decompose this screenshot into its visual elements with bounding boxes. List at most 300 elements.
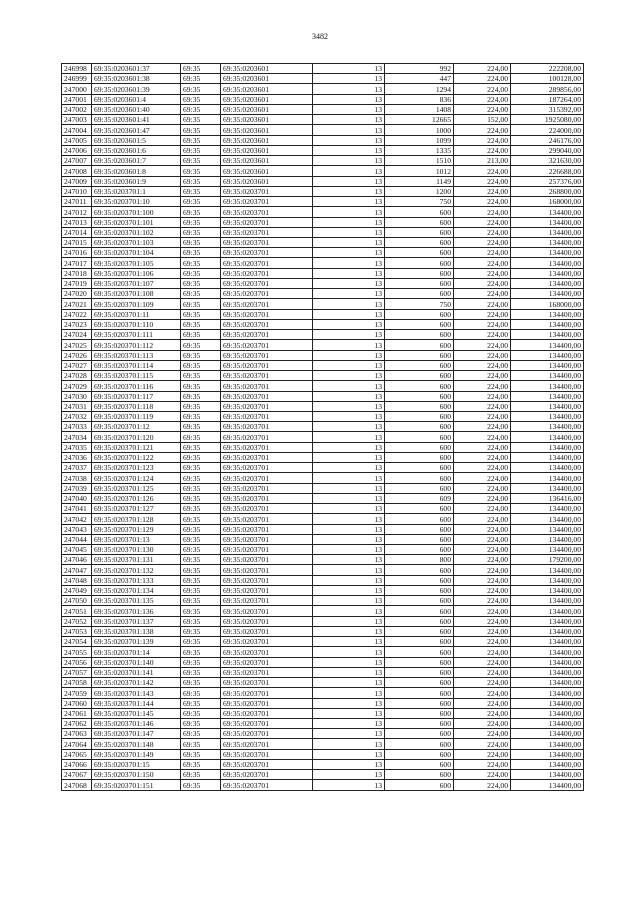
category-code-cell: 13: [313, 278, 385, 288]
cadastral-value-cell: 134400,00: [511, 217, 584, 227]
specific-value-cell: 224,00: [454, 483, 511, 493]
quarter-number-cell: 69:35:0203701: [221, 493, 313, 503]
quarter-number-cell: 69:35:0203701: [221, 667, 313, 677]
specific-value-cell: 224,00: [454, 237, 511, 247]
cadastral-number-cell: 69:35:0203701:132: [92, 565, 181, 575]
district-code-cell: 69:35: [181, 585, 221, 595]
row-id-cell: 247010: [62, 186, 92, 196]
specific-value-cell: 224,00: [454, 309, 511, 319]
cadastral-value-cell: 168000,00: [511, 299, 584, 309]
category-code-cell: 13: [313, 248, 385, 258]
cadastral-number-cell: 69:35:0203601:47: [92, 125, 181, 135]
district-code-cell: 69:35: [181, 739, 221, 749]
district-code-cell: 69:35: [181, 217, 221, 227]
table-row: [62, 278, 584, 288]
row-id-cell: 247032: [62, 411, 92, 421]
quarter-number-cell: 69:35:0203701: [221, 248, 313, 258]
district-code-cell: 69:35: [181, 156, 221, 166]
cadastral-value-table: [61, 63, 584, 791]
row-id-cell: 247008: [62, 166, 92, 176]
area-cell: 600: [385, 708, 454, 718]
area-cell: 600: [385, 678, 454, 688]
area-cell: 600: [385, 258, 454, 268]
category-code-cell: 13: [313, 606, 385, 616]
category-code-cell: 13: [313, 596, 385, 606]
table-row: [62, 237, 584, 247]
quarter-number-cell: 69:35:0203701: [221, 514, 313, 524]
specific-value-cell: 224,00: [454, 514, 511, 524]
area-cell: 600: [385, 606, 454, 616]
area-cell: 600: [385, 473, 454, 483]
cadastral-value-cell: 134400,00: [511, 780, 584, 790]
area-cell: 600: [385, 391, 454, 401]
cadastral-number-cell: 69:35:0203701:117: [92, 391, 181, 401]
cadastral-number-cell: 69:35:0203701:108: [92, 289, 181, 299]
cadastral-number-cell: 69:35:0203701:118: [92, 401, 181, 411]
specific-value-cell: 224,00: [454, 258, 511, 268]
row-id-cell: 247006: [62, 145, 92, 155]
area-cell: 600: [385, 340, 454, 350]
specific-value-cell: 224,00: [454, 463, 511, 473]
cadastral-value-cell: 134400,00: [511, 596, 584, 606]
table-row: [62, 381, 584, 391]
table-row: [62, 483, 584, 493]
category-code-cell: 13: [313, 94, 385, 104]
table-row: [62, 330, 584, 340]
area-cell: 600: [385, 534, 454, 544]
category-code-cell: 13: [313, 422, 385, 432]
quarter-number-cell: 69:35:0203701: [221, 371, 313, 381]
cadastral-value-cell: 134400,00: [511, 678, 584, 688]
row-id-cell: 247045: [62, 545, 92, 555]
cadastral-value-cell: 134400,00: [511, 371, 584, 381]
cadastral-number-cell: 69:35:0203701:116: [92, 381, 181, 391]
district-code-cell: 69:35: [181, 698, 221, 708]
row-id-cell: 247058: [62, 678, 92, 688]
cadastral-value-cell: 136416,00: [511, 493, 584, 503]
category-code-cell: 13: [313, 749, 385, 759]
table-row: [62, 176, 584, 186]
district-code-cell: 69:35: [181, 616, 221, 626]
table-row: [62, 248, 584, 258]
district-code-cell: 69:35: [181, 115, 221, 125]
area-cell: 600: [385, 626, 454, 636]
specific-value-cell: 224,00: [454, 780, 511, 790]
cadastral-value-cell: 134400,00: [511, 698, 584, 708]
specific-value-cell: 224,00: [454, 381, 511, 391]
area-cell: 600: [385, 401, 454, 411]
table-row: [62, 729, 584, 739]
table-row: [62, 596, 584, 606]
quarter-number-cell: 69:35:0203601: [221, 115, 313, 125]
district-code-cell: 69:35: [181, 708, 221, 718]
row-id-cell: 247029: [62, 381, 92, 391]
row-id-cell: 246999: [62, 74, 92, 84]
area-cell: 600: [385, 350, 454, 360]
row-id-cell: 247009: [62, 176, 92, 186]
specific-value-cell: 224,00: [454, 442, 511, 452]
cadastral-value-cell: 315392,00: [511, 104, 584, 114]
table-row: [62, 534, 584, 544]
area-cell: 600: [385, 667, 454, 677]
cadastral-value-cell: 134400,00: [511, 585, 584, 595]
specific-value-cell: 224,00: [454, 729, 511, 739]
district-code-cell: 69:35: [181, 258, 221, 268]
specific-value-cell: 213,00: [454, 156, 511, 166]
specific-value-cell: 224,00: [454, 585, 511, 595]
district-code-cell: 69:35: [181, 483, 221, 493]
cadastral-number-cell: 69:35:0203701:106: [92, 268, 181, 278]
table-row: [62, 504, 584, 514]
specific-value-cell: 224,00: [454, 340, 511, 350]
quarter-number-cell: 69:35:0203701: [221, 299, 313, 309]
cadastral-value-cell: 134400,00: [511, 289, 584, 299]
category-code-cell: 13: [313, 135, 385, 145]
district-code-cell: 69:35: [181, 289, 221, 299]
category-code-cell: 13: [313, 197, 385, 207]
row-id-cell: 247024: [62, 330, 92, 340]
cadastral-number-cell: 69:35:0203601:37: [92, 64, 181, 74]
cadastral-number-cell: 69:35:0203701:121: [92, 442, 181, 452]
category-code-cell: 13: [313, 350, 385, 360]
quarter-number-cell: 69:35:0203701: [221, 708, 313, 718]
row-id-cell: 247017: [62, 258, 92, 268]
row-id-cell: 247050: [62, 596, 92, 606]
category-code-cell: 13: [313, 585, 385, 595]
specific-value-cell: 224,00: [454, 186, 511, 196]
specific-value-cell: 224,00: [454, 555, 511, 565]
cadastral-value-cell: 134400,00: [511, 708, 584, 718]
district-code-cell: 69:35: [181, 647, 221, 657]
cadastral-value-cell: 257376,00: [511, 176, 584, 186]
district-code-cell: 69:35: [181, 207, 221, 217]
area-cell: 600: [385, 432, 454, 442]
area-cell: 600: [385, 381, 454, 391]
row-id-cell: 247013: [62, 217, 92, 227]
table-row: [62, 401, 584, 411]
specific-value-cell: 224,00: [454, 94, 511, 104]
category-code-cell: 13: [313, 340, 385, 350]
cadastral-number-cell: 69:35:0203601:39: [92, 84, 181, 94]
cadastral-number-cell: 69:35:0203701:139: [92, 637, 181, 647]
table-row: [62, 585, 584, 595]
quarter-number-cell: 69:35:0203701: [221, 678, 313, 688]
quarter-number-cell: 69:35:0203701: [221, 330, 313, 340]
row-id-cell: 247041: [62, 504, 92, 514]
row-id-cell: 246998: [62, 64, 92, 74]
quarter-number-cell: 69:35:0203701: [221, 237, 313, 247]
district-code-cell: 69:35: [181, 319, 221, 329]
area-cell: 600: [385, 585, 454, 595]
specific-value-cell: 224,00: [454, 289, 511, 299]
district-code-cell: 69:35: [181, 667, 221, 677]
cadastral-value-cell: 187264,00: [511, 94, 584, 104]
area-cell: 600: [385, 483, 454, 493]
table-row: [62, 360, 584, 370]
district-code-cell: 69:35: [181, 565, 221, 575]
quarter-number-cell: 69:35:0203701: [221, 637, 313, 647]
specific-value-cell: 224,00: [454, 207, 511, 217]
district-code-cell: 69:35: [181, 759, 221, 769]
table-row: [62, 616, 584, 626]
specific-value-cell: 224,00: [454, 637, 511, 647]
cadastral-value-cell: 134400,00: [511, 770, 584, 780]
quarter-number-cell: 69:35:0203701: [221, 555, 313, 565]
district-code-cell: 69:35: [181, 545, 221, 555]
district-code-cell: 69:35: [181, 197, 221, 207]
district-code-cell: 69:35: [181, 534, 221, 544]
quarter-number-cell: 69:35:0203701: [221, 309, 313, 319]
row-id-cell: 247047: [62, 565, 92, 575]
area-cell: 609: [385, 493, 454, 503]
row-id-cell: 247048: [62, 575, 92, 585]
cadastral-number-cell: 69:35:0203701:130: [92, 545, 181, 555]
district-code-cell: 69:35: [181, 166, 221, 176]
quarter-number-cell: 69:35:0203601: [221, 104, 313, 114]
cadastral-value-cell: 168000,00: [511, 197, 584, 207]
specific-value-cell: 224,00: [454, 166, 511, 176]
quarter-number-cell: 69:35:0203701: [221, 258, 313, 268]
table-row: [62, 289, 584, 299]
cadastral-value-cell: 100128,00: [511, 74, 584, 84]
quarter-number-cell: 69:35:0203601: [221, 166, 313, 176]
district-code-cell: 69:35: [181, 452, 221, 462]
table-row: [62, 186, 584, 196]
table-row: [62, 94, 584, 104]
cadastral-number-cell: 69:35:0203701:144: [92, 698, 181, 708]
area-cell: 600: [385, 739, 454, 749]
district-code-cell: 69:35: [181, 637, 221, 647]
row-id-cell: 247028: [62, 371, 92, 381]
quarter-number-cell: 69:35:0203701: [221, 483, 313, 493]
table-row: [62, 74, 584, 84]
district-code-cell: 69:35: [181, 678, 221, 688]
specific-value-cell: 224,00: [454, 278, 511, 288]
area-cell: 800: [385, 555, 454, 565]
table-row: [62, 442, 584, 452]
cadastral-value-cell: 134400,00: [511, 452, 584, 462]
area-cell: 750: [385, 299, 454, 309]
row-id-cell: 247055: [62, 647, 92, 657]
cadastral-number-cell: 69:35:0203701:141: [92, 667, 181, 677]
area-cell: 600: [385, 227, 454, 237]
specific-value-cell: 224,00: [454, 248, 511, 258]
cadastral-number-cell: 69:35:0203701:123: [92, 463, 181, 473]
district-code-cell: 69:35: [181, 125, 221, 135]
district-code-cell: 69:35: [181, 176, 221, 186]
area-cell: 600: [385, 422, 454, 432]
row-id-cell: 247039: [62, 483, 92, 493]
specific-value-cell: 224,00: [454, 371, 511, 381]
cadastral-number-cell: 69:35:0203701:145: [92, 708, 181, 718]
category-code-cell: 13: [313, 504, 385, 514]
table-row: [62, 708, 584, 718]
district-code-cell: 69:35: [181, 94, 221, 104]
table-row: [62, 258, 584, 268]
district-code-cell: 69:35: [181, 340, 221, 350]
cadastral-value-cell: 134400,00: [511, 504, 584, 514]
cadastral-value-cell: 134400,00: [511, 739, 584, 749]
cadastral-value-cell: 134400,00: [511, 473, 584, 483]
cadastral-value-cell: 246176,00: [511, 135, 584, 145]
category-code-cell: 13: [313, 555, 385, 565]
specific-value-cell: 224,00: [454, 575, 511, 585]
category-code-cell: 13: [313, 381, 385, 391]
cadastral-number-cell: 69:35:0203601:40: [92, 104, 181, 114]
row-id-cell: 247034: [62, 432, 92, 442]
area-cell: 1408: [385, 104, 454, 114]
table-row: [62, 698, 584, 708]
quarter-number-cell: 69:35:0203701: [221, 391, 313, 401]
district-code-cell: 69:35: [181, 248, 221, 258]
row-id-cell: 247001: [62, 94, 92, 104]
cadastral-value-cell: 222208,00: [511, 64, 584, 74]
cadastral-value-cell: 134400,00: [511, 248, 584, 258]
category-code-cell: 13: [313, 759, 385, 769]
page-number: 3482: [312, 32, 328, 41]
row-id-cell: 247068: [62, 780, 92, 790]
quarter-number-cell: 69:35:0203701: [221, 463, 313, 473]
quarter-number-cell: 69:35:0203701: [221, 524, 313, 534]
quarter-number-cell: 69:35:0203701: [221, 411, 313, 421]
category-code-cell: 13: [313, 452, 385, 462]
district-code-cell: 69:35: [181, 719, 221, 729]
cadastral-number-cell: 69:35:0203601:38: [92, 74, 181, 84]
category-code-cell: 13: [313, 442, 385, 452]
quarter-number-cell: 69:35:0203701: [221, 575, 313, 585]
cadastral-number-cell: 69:35:0203701:126: [92, 493, 181, 503]
quarter-number-cell: 69:35:0203601: [221, 145, 313, 155]
category-code-cell: 13: [313, 166, 385, 176]
cadastral-number-cell: 69:35:0203701:122: [92, 452, 181, 462]
category-code-cell: 13: [313, 74, 385, 84]
quarter-number-cell: 69:35:0203701: [221, 186, 313, 196]
area-cell: 600: [385, 411, 454, 421]
quarter-number-cell: 69:35:0203701: [221, 770, 313, 780]
category-code-cell: 13: [313, 770, 385, 780]
district-code-cell: 69:35: [181, 330, 221, 340]
row-id-cell: 247016: [62, 248, 92, 258]
specific-value-cell: 224,00: [454, 534, 511, 544]
cadastral-number-cell: 69:35:0203701:127: [92, 504, 181, 514]
row-id-cell: 247004: [62, 125, 92, 135]
row-id-cell: 247044: [62, 534, 92, 544]
quarter-number-cell: 69:35:0203701: [221, 729, 313, 739]
district-code-cell: 69:35: [181, 688, 221, 698]
table-row: [62, 319, 584, 329]
district-code-cell: 69:35: [181, 473, 221, 483]
quarter-number-cell: 69:35:0203601: [221, 84, 313, 94]
quarter-number-cell: 69:35:0203701: [221, 381, 313, 391]
cadastral-value-cell: 134400,00: [511, 360, 584, 370]
cadastral-number-cell: 69:35:0203701:15: [92, 759, 181, 769]
cadastral-number-cell: 69:35:0203701:109: [92, 299, 181, 309]
table-body: [62, 64, 584, 791]
quarter-number-cell: 69:35:0203701: [221, 350, 313, 360]
table-row: [62, 432, 584, 442]
cadastral-number-cell: 69:35:0203701:13: [92, 534, 181, 544]
area-cell: 1200: [385, 186, 454, 196]
category-code-cell: 13: [313, 299, 385, 309]
area-cell: 750: [385, 197, 454, 207]
table-row: [62, 104, 584, 114]
area-cell: 600: [385, 749, 454, 759]
district-code-cell: 69:35: [181, 432, 221, 442]
category-code-cell: 13: [313, 64, 385, 74]
cadastral-number-cell: 69:35:0203701:125: [92, 483, 181, 493]
row-id-cell: 247054: [62, 637, 92, 647]
cadastral-number-cell: 69:35:0203601:41: [92, 115, 181, 125]
cadastral-number-cell: 69:35:0203601:9: [92, 176, 181, 186]
specific-value-cell: 224,00: [454, 524, 511, 534]
cadastral-number-cell: 69:35:0203701:101: [92, 217, 181, 227]
cadastral-number-cell: 69:35:0203701:115: [92, 371, 181, 381]
row-id-cell: 247065: [62, 749, 92, 759]
table-row: [62, 524, 584, 534]
row-id-cell: 247040: [62, 493, 92, 503]
table-row: [62, 514, 584, 524]
quarter-number-cell: 69:35:0203701: [221, 534, 313, 544]
area-cell: 600: [385, 565, 454, 575]
cadastral-number-cell: 69:35:0203701:10: [92, 197, 181, 207]
district-code-cell: 69:35: [181, 626, 221, 636]
row-id-cell: 247033: [62, 422, 92, 432]
cadastral-value-cell: 134400,00: [511, 647, 584, 657]
cadastral-value-cell: 134400,00: [511, 729, 584, 739]
area-cell: 600: [385, 719, 454, 729]
cadastral-value-cell: 179200,00: [511, 555, 584, 565]
row-id-cell: 247059: [62, 688, 92, 698]
category-code-cell: 13: [313, 330, 385, 340]
table-row: [62, 565, 584, 575]
category-code-cell: 13: [313, 688, 385, 698]
area-cell: 836: [385, 94, 454, 104]
cadastral-value-cell: 134400,00: [511, 534, 584, 544]
specific-value-cell: 224,00: [454, 411, 511, 421]
cadastral-value-cell: 134400,00: [511, 258, 584, 268]
specific-value-cell: 224,00: [454, 719, 511, 729]
table-row: [62, 545, 584, 555]
quarter-number-cell: 69:35:0203701: [221, 422, 313, 432]
specific-value-cell: 224,00: [454, 401, 511, 411]
row-id-cell: 247031: [62, 401, 92, 411]
quarter-number-cell: 69:35:0203601: [221, 64, 313, 74]
district-code-cell: 69:35: [181, 422, 221, 432]
cadastral-number-cell: 69:35:0203701:105: [92, 258, 181, 268]
quarter-number-cell: 69:35:0203701: [221, 759, 313, 769]
cadastral-value-cell: 134400,00: [511, 565, 584, 575]
cadastral-value-cell: 268800,00: [511, 186, 584, 196]
specific-value-cell: 224,00: [454, 759, 511, 769]
category-code-cell: 13: [313, 698, 385, 708]
area-cell: 600: [385, 289, 454, 299]
row-id-cell: 247036: [62, 452, 92, 462]
table-row: [62, 719, 584, 729]
specific-value-cell: 224,00: [454, 64, 511, 74]
cadastral-number-cell: 69:35:0203701:129: [92, 524, 181, 534]
category-code-cell: 13: [313, 125, 385, 135]
district-code-cell: 69:35: [181, 135, 221, 145]
category-code-cell: 13: [313, 258, 385, 268]
category-code-cell: 13: [313, 176, 385, 186]
row-id-cell: 247056: [62, 657, 92, 667]
table-row: [62, 759, 584, 769]
specific-value-cell: 224,00: [454, 319, 511, 329]
quarter-number-cell: 69:35:0203701: [221, 565, 313, 575]
specific-value-cell: 224,00: [454, 565, 511, 575]
specific-value-cell: 224,00: [454, 350, 511, 360]
row-id-cell: 247005: [62, 135, 92, 145]
